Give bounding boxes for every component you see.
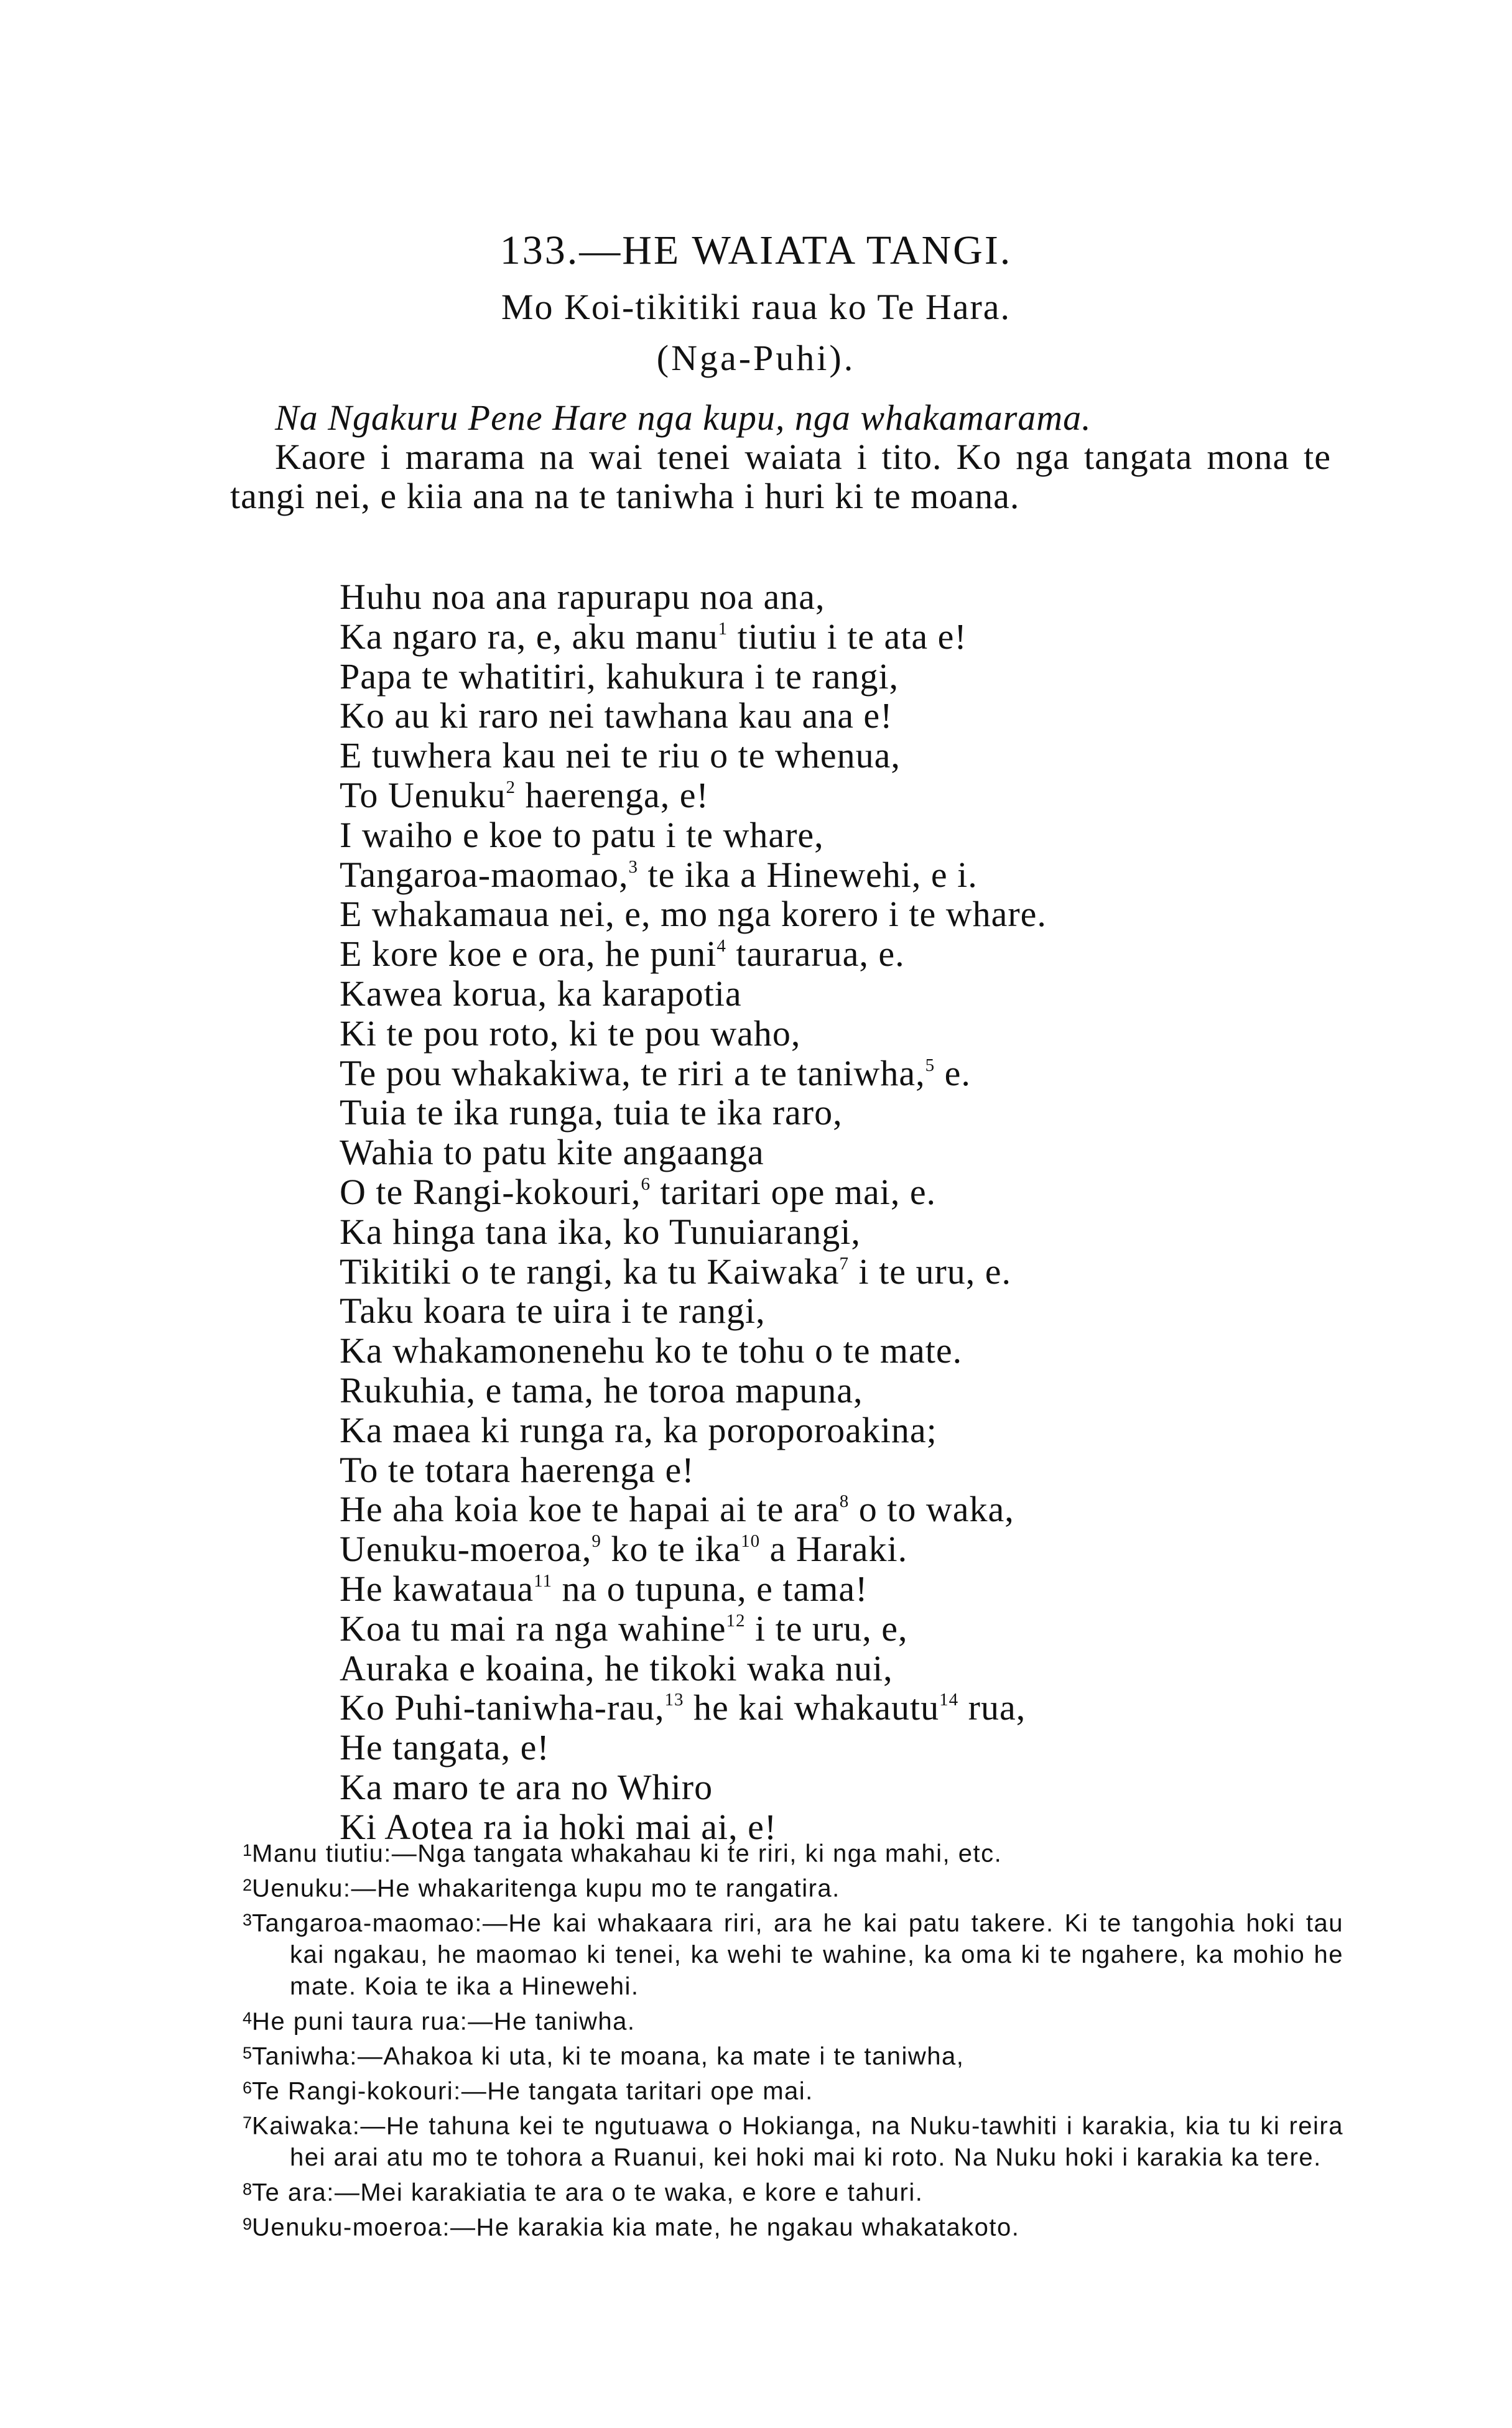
footnote (243, 1870, 1343, 1904)
footnote-marker: 3 (628, 856, 638, 877)
footnote (243, 2003, 1343, 2037)
poem-line-text: he kai whakautu (684, 1687, 940, 1728)
footnote-text: Kaiwaka:—He tahuna kei te ngutuawa o Hokianga, na Nuku-tawhiti i karakia, kia tu ki reira hei arai atu mo te tohora a Ruanui, kei hoki mai ki roto. Na Nuku hoki i karakia ka tere. (252, 2112, 1343, 2172)
poem-line-text: I waiho e koe to patu i te whare, (340, 814, 824, 855)
footnote-text: Uenuku-moeroa:—He karakia kia mate, he ngakau whakatakoto. (252, 2213, 1020, 2241)
footnote-marker: 14 (939, 1690, 959, 1710)
poem-line (340, 1688, 1397, 1728)
tribe-name: (Nga-Puhi). (656, 338, 856, 378)
poem-line-text: Tikitiki o te rangi, ka tu Kaiwaka (340, 1251, 840, 1292)
footnote-text: Te ara:—Mei karakiatia te ara o te waka, e kore e tahuri. (252, 2179, 924, 2207)
poem-line (340, 736, 1397, 776)
footnote (243, 2208, 1343, 2243)
poem-line-text: Huhu noa ana rapurapu noa ana, (340, 577, 825, 617)
footnote-marker: 8 (839, 1491, 850, 1512)
poem-line (340, 617, 1397, 657)
poem-line (340, 1252, 1397, 1292)
poem-line-text: na o tupuna, e tama! (552, 1568, 868, 1609)
poem-line (340, 577, 1397, 617)
footnote-number: 8 (243, 2180, 253, 2199)
poem-line-text: Ka whakamonenehu ko te tohu o te mate. (340, 1330, 963, 1371)
poem-line (340, 1569, 1397, 1609)
footnote (243, 2174, 1343, 2208)
poem-line (340, 1728, 1397, 1768)
poem-line-text: Ka ngaro ra, e, aku manu (340, 616, 718, 657)
poem-line-text: taritari ope mai, e. (651, 1171, 937, 1212)
poem-line (340, 934, 1397, 974)
poem-line-text: O te Rangi-kokouri, (340, 1171, 641, 1212)
poem-line-text: taurarua, e. (726, 934, 905, 975)
footnotes (243, 1835, 1343, 2243)
poem-line-text: Koa tu mai ra nga wahine (340, 1608, 726, 1649)
poem-line-text: i te uru, e. (848, 1251, 1011, 1292)
poem-line-text: haerenga, e! (516, 774, 709, 815)
footnote-text: He puni taura rua:—He taniwha. (252, 2008, 636, 2036)
intro-note: Kaore i marama na wai tenei waiata i tito. Ko nga tangata mona te tangi nei, e kiia ana na te taniwha i huri ki te moana. (230, 437, 1331, 516)
poem-line-text: Ka hinga tana ika, ko Tunuiarangi, (340, 1211, 861, 1252)
footnote-text: Tangaroa-maomao:—He kai whakaara riri, ara he kai patu takere. Ki te tangohia hoki tau kai ngakau, he maomao ki tenei, ka wehi te wahine, ka oma ki te ngahere, ka mohio he mate. Koia te ika a Hinewehi. (252, 1909, 1343, 2001)
poem-line-text: e. (935, 1052, 971, 1093)
poem-line (340, 1609, 1397, 1649)
attribution: Na Ngakuru Pene Hare nga kupu, nga whakamarama. (275, 397, 1092, 438)
poem-line-text: E kore koe e ora, he puni (340, 934, 717, 975)
poem-line-text: Ki Aotea ra ia hoki mai ai, e! (340, 1806, 777, 1847)
poem-line-text: Kawea korua, ka karapotia (340, 973, 742, 1014)
footnote-marker: 5 (925, 1055, 935, 1075)
poem-line-text: Taku koara te uira i te rangi, (340, 1290, 766, 1332)
footnote-marker: 4 (717, 935, 726, 956)
poem-line-text: Ki te pou roto, ki te pou waho, (340, 1012, 801, 1054)
poem-line-text: rua, (958, 1687, 1026, 1728)
footnote-marker: 10 (741, 1531, 761, 1551)
poem-line-text: Ka maea ki runga ra, ka poroporoakina; (340, 1409, 937, 1450)
poem-line-text: Rukuhia, e tama, he toroa mapuna, (340, 1369, 863, 1411)
footnote (243, 2037, 1343, 2072)
song-title: 133.—HE WAIATA TANGI. (499, 228, 1013, 273)
poem-line-text: Tuia te ika runga, tuia te ika raro, (340, 1092, 843, 1133)
poem-line-text: Auraka e koaina, he tikoki waka nui, (340, 1647, 893, 1689)
poem-line (340, 1529, 1397, 1569)
poem-line (340, 1093, 1397, 1133)
poem-line (340, 815, 1397, 855)
poem-line (340, 1331, 1397, 1371)
poem-line (340, 1133, 1397, 1172)
footnote-text: Te Rangi-kokouri:—He tangata taritari ope mai. (252, 2077, 814, 2105)
poem-line (340, 1411, 1397, 1450)
poem-line (340, 1172, 1397, 1212)
poem-line (340, 1014, 1397, 1054)
footnote-marker: 2 (506, 777, 516, 797)
footnote-text: Manu tiutiu:—Nga tangata whakahau ki te riri, ki nga mahi, etc. (252, 1840, 1003, 1868)
footnote-number: 1 (243, 1841, 253, 1860)
poem-line (340, 776, 1397, 815)
footnote-marker: 1 (718, 618, 728, 639)
poem-line (340, 974, 1397, 1014)
poem-line (340, 1450, 1397, 1490)
poem-line (340, 696, 1397, 736)
footnote (243, 1835, 1343, 1870)
poem-line-text: Papa te whatitiri, kahukura i te rangi, (340, 656, 899, 697)
poem-line-text: Ko au ki raro nei tawhana kau ana e! (340, 695, 893, 736)
poem-line (340, 894, 1397, 934)
poem-line-text: E whakamaua nei, e, mo nga korero i te whare. (340, 894, 1047, 935)
poem-line (340, 855, 1397, 895)
poem-line-text: He tangata, e! (340, 1727, 550, 1768)
poem-line (340, 657, 1397, 697)
footnote-marker: 12 (726, 1610, 746, 1631)
poem-line (340, 1490, 1397, 1529)
footnote-number: 7 (243, 2113, 253, 2133)
footnote-marker: 11 (534, 1570, 553, 1591)
introduction (230, 398, 1331, 516)
poem-line (340, 1768, 1397, 1807)
poem-line-text: E tuwhera kau nei te riu o te whenua, (340, 735, 901, 776)
poem-text (340, 577, 1397, 1847)
footnote-text: Uenuku:—He whakaritenga kupu mo te rangatira. (252, 1874, 840, 1902)
footnote-number: 3 (243, 1911, 253, 1930)
footnote (243, 2107, 1343, 2174)
footnote (243, 1904, 1343, 2003)
footnote-marker: 13 (664, 1690, 684, 1710)
footnote-number: 5 (243, 2043, 253, 2062)
poem-line-text: He kawataua (340, 1568, 534, 1609)
poem-line-text: To te totara haerenga e! (340, 1449, 695, 1490)
poem-line-text: Ko Puhi-taniwha-rau, (340, 1687, 665, 1728)
footnote-marker: 7 (839, 1253, 849, 1274)
footnote-number: 9 (243, 2215, 253, 2234)
poem-line (340, 1054, 1397, 1093)
poem-line (340, 1291, 1397, 1331)
song-subtitle: Mo Koi-tikitiki raua ko Te Hara. (501, 287, 1011, 327)
poem-line (340, 1371, 1397, 1411)
poem-line-text: ko te ika (601, 1529, 741, 1570)
poem-line-text: He aha koia koe te hapai ai te ara (340, 1489, 840, 1530)
poem-line-text: a Haraki. (760, 1529, 908, 1570)
footnote-number: 6 (243, 2078, 253, 2098)
footnote-marker: 9 (591, 1531, 601, 1551)
poem-line (340, 1212, 1397, 1252)
poem-line-text: Ka maro te ara no Whiro (340, 1766, 713, 1807)
poem-line-text: Wahia to patu kite angaanga (340, 1132, 764, 1173)
footnote (243, 2072, 1343, 2107)
poem-line-text: Tangaroa-maomao, (340, 854, 629, 895)
poem-line-text: Te pou whakakiwa, te riri a te taniwha, (340, 1052, 925, 1093)
poem-line-text: Uenuku-moeroa, (340, 1529, 592, 1570)
poem-line-text: To Uenuku (340, 774, 506, 815)
footnote-marker: 6 (641, 1174, 651, 1194)
poem-line-text: te ika a Hinewehi, e i. (638, 854, 978, 895)
footnote-number: 4 (243, 2008, 253, 2027)
footnote-number: 2 (243, 1876, 253, 1895)
footnote-text: Taniwha:—Ahakoa ki uta, ki te moana, ka mate i te taniwha, (252, 2042, 965, 2070)
poem-line (340, 1649, 1397, 1689)
poem-line-text: tiutiu i te ata e! (728, 616, 967, 657)
poem-line-text: i te uru, e, (745, 1608, 908, 1649)
poem-line-text: o to waka, (849, 1489, 1014, 1530)
